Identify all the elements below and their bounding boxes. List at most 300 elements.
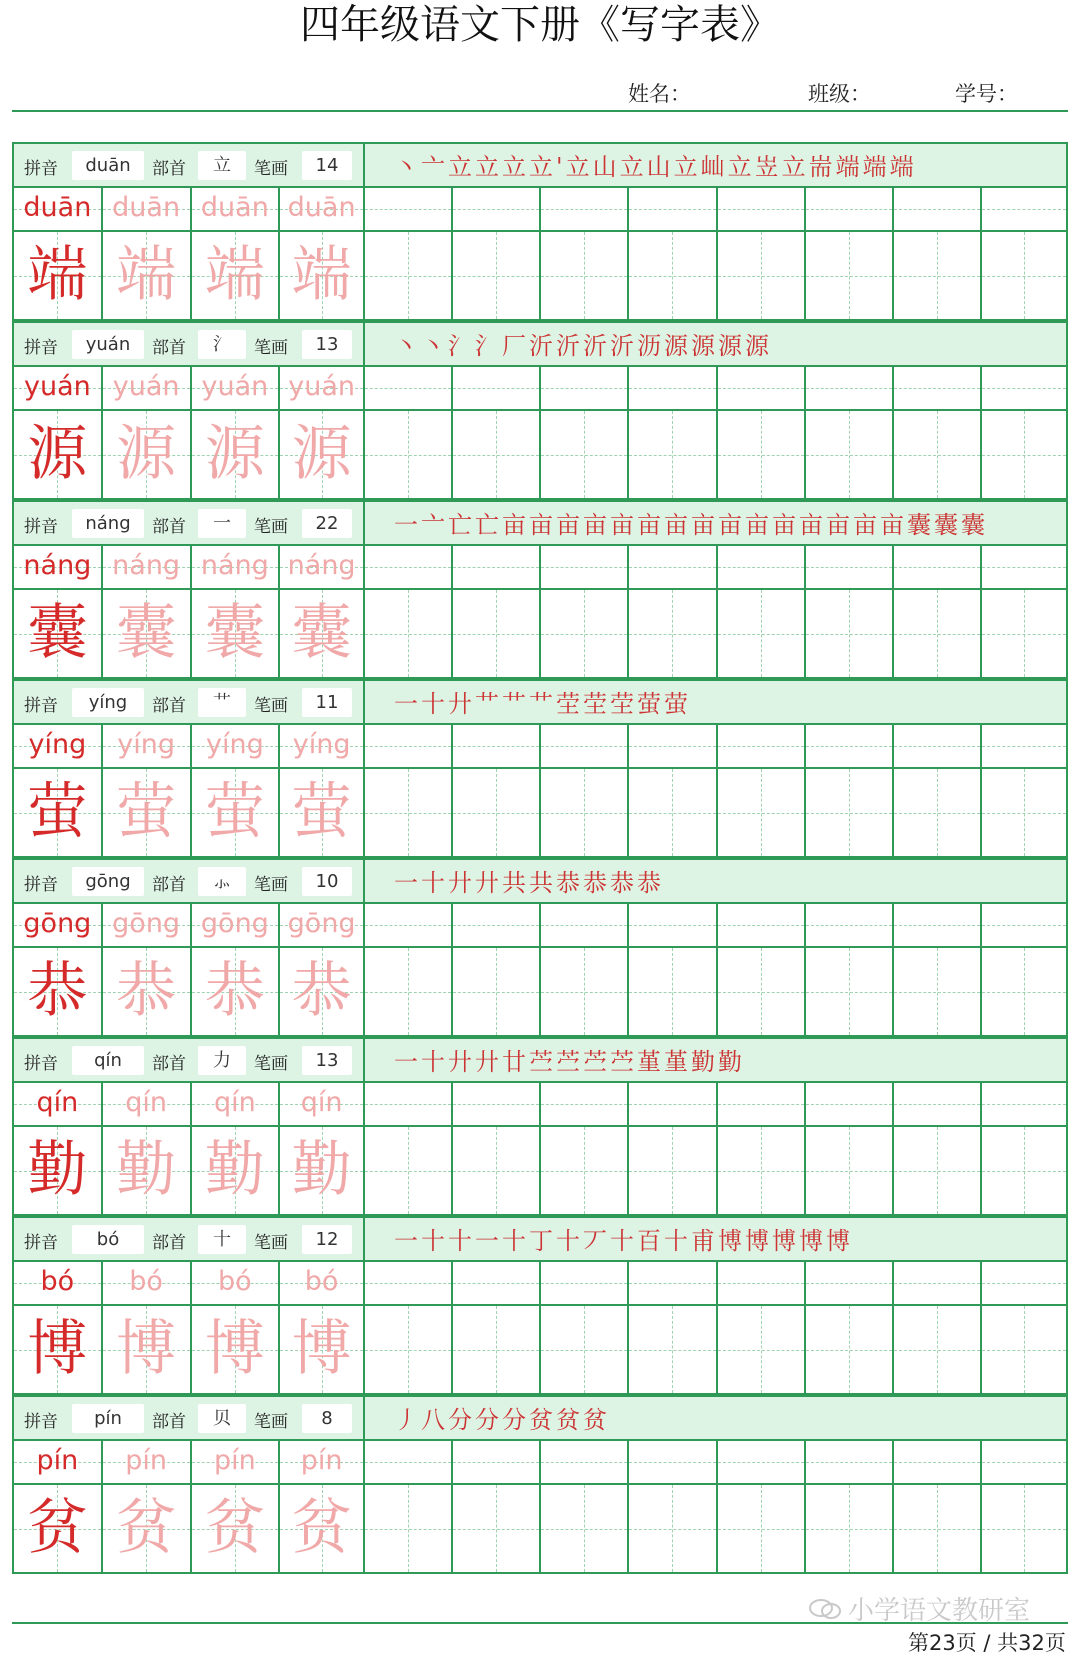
practice-cell[interactable] [627,769,715,858]
practice-cell[interactable] [716,725,804,769]
character-row [12,948,1068,1037]
stroke-step: 勤 [691,1048,718,1076]
practice-cell[interactable] [363,948,451,1037]
radical-label: 部首 [152,1233,186,1253]
pinyin-model: náng [23,550,92,581]
guide-line-horizontal [629,209,715,210]
guide-line-vertical [496,1306,497,1393]
practice-cell[interactable] [627,725,715,769]
guide-line-vertical [584,1306,585,1393]
practice-cell[interactable] [716,367,804,411]
pinyin-sample-cell [278,1083,363,1127]
practice-cell[interactable] [627,232,715,321]
practice-cell[interactable] [892,188,980,232]
practice-cell[interactable] [804,769,892,858]
practice-cell[interactable] [539,232,627,321]
guide-line-horizontal [894,1283,980,1284]
practice-cell[interactable] [363,1127,451,1216]
practice-cell[interactable] [892,1262,980,1306]
character-sample-cell [12,948,101,1037]
practice-cell[interactable] [363,769,451,858]
practice-cell[interactable] [627,1262,715,1306]
practice-cell[interactable] [892,546,980,590]
practice-cell[interactable] [539,188,627,232]
character-row [12,1485,1068,1574]
guide-line-horizontal [453,388,539,389]
practice-cell[interactable] [804,1262,892,1306]
practice-cell[interactable] [892,769,980,858]
guide-line-vertical [1024,948,1025,1035]
header-separator [363,681,365,725]
practice-cell[interactable] [451,1441,539,1485]
practice-cell[interactable] [627,904,715,948]
character-sample-cell [190,590,279,679]
stroke-step: 丶 [421,332,448,360]
practice-cell[interactable] [980,1306,1068,1395]
guide-line-horizontal [718,388,804,389]
practice-cell[interactable] [627,948,715,1037]
character-model: 贫 [27,1493,88,1563]
radical-label: 部首 [152,1412,186,1432]
character-sample-cell [101,1306,190,1395]
stroke-step: 亠 [421,511,448,539]
pinyin-trace: yíng [117,729,175,760]
practice-cell[interactable] [363,188,451,232]
pinyin-row [12,546,1068,590]
practice-cell[interactable] [451,590,539,679]
character-header [12,1037,1068,1083]
guide-line-vertical [496,769,497,856]
practice-cell[interactable] [804,546,892,590]
stroke-step: 一 [394,1048,421,1076]
practice-cell[interactable] [892,1485,980,1574]
character-sample-cell [190,232,279,321]
practice-cell[interactable] [539,904,627,948]
pinyin-sample-cell [101,904,190,948]
character-sample-cell [101,948,190,1037]
practice-cell[interactable] [451,546,539,590]
stroke-step: 苎 [529,1048,556,1076]
practice-cell[interactable] [716,1083,804,1127]
stroke-step: 廾 [475,869,502,897]
guide-line-horizontal [806,209,892,210]
character-model: 博 [27,1314,88,1384]
practice-cell[interactable] [451,232,539,321]
practice-cell[interactable] [539,1441,627,1485]
guide-line-horizontal [894,567,980,568]
character-block [12,1037,1068,1216]
stroke-step: 十丆 [556,1227,610,1255]
stroke-step: 立 [475,153,502,181]
top-divider [12,110,1068,112]
stroke-step: 十 [421,1227,448,1255]
pinyin-trace: náng [112,550,181,581]
character-trace: 萤 [116,777,177,847]
practice-cell[interactable] [980,1127,1068,1216]
practice-cell[interactable] [451,725,539,769]
character-trace: 博 [116,1314,177,1384]
practice-cell[interactable] [980,411,1068,500]
practice-cell[interactable] [451,1262,539,1306]
radical-value: ⺗ [198,867,246,896]
guide-line-vertical [672,411,673,498]
practice-cell[interactable] [627,1083,715,1127]
character-trace: 萤 [204,777,265,847]
character-sample-cell [12,769,101,858]
guide-line-vertical [584,1127,585,1214]
practice-cell[interactable] [539,411,627,500]
guide-line-vertical [849,1485,850,1572]
practice-cell[interactable] [451,1306,539,1395]
practice-cell[interactable] [363,725,451,769]
stroke-step: 丶 [394,332,421,360]
practice-cell[interactable] [804,367,892,411]
character-sample-cell [101,1485,190,1574]
stroke-step: 沂 [610,332,637,360]
practice-cell[interactable] [539,1262,627,1306]
character-header [12,142,1068,188]
practice-cell[interactable] [716,1127,804,1216]
practice-cell[interactable] [892,1127,980,1216]
guide-line-vertical [584,948,585,1035]
guide-line-vertical [849,1127,850,1214]
guide-line-vertical [496,1127,497,1214]
practice-cell[interactable] [451,367,539,411]
practice-cell[interactable] [716,546,804,590]
practice-cell[interactable] [539,1127,627,1216]
practice-cell[interactable] [980,725,1068,769]
practice-cell[interactable] [716,1485,804,1574]
practice-cell[interactable] [539,1485,627,1574]
pinyin-row [12,725,1068,769]
page-title: 四年级语文下册《写字表》 [300,2,780,48]
stroke-order-sequence [394,506,1054,544]
pinyin-row [12,367,1068,411]
practice-cell[interactable] [451,904,539,948]
practice-cell[interactable] [716,769,804,858]
character-block [12,321,1068,500]
character-block [12,1216,1068,1395]
practice-cell[interactable] [627,188,715,232]
practice-cell[interactable] [363,1441,451,1485]
character-header [12,858,1068,904]
character-sample-cell [101,1127,190,1216]
practice-cell[interactable] [980,1485,1068,1574]
pinyin-sample-cell [12,904,101,948]
character-sample-cell [12,590,101,679]
pinyin-sample-cell [190,546,279,590]
practice-cell[interactable] [892,411,980,500]
practice-cell[interactable] [892,232,980,321]
practice-cell[interactable] [892,725,980,769]
stroke-step: 亩 [880,511,907,539]
stroke-step: 源 [691,332,718,360]
practice-cell[interactable] [363,590,451,679]
practice-cell[interactable] [804,904,892,948]
stroke-step: 端 [862,153,890,181]
pinyin-sample-cell [278,367,363,411]
practice-cell[interactable] [363,1306,451,1395]
practice-cell[interactable] [363,367,451,411]
wechat-icon [808,1598,842,1620]
practice-cell[interactable] [716,1262,804,1306]
guide-line-horizontal [806,1283,892,1284]
character-trace: 贫 [116,1493,177,1563]
practice-cell[interactable] [451,948,539,1037]
guide-line-horizontal [453,567,539,568]
practice-cell[interactable] [363,546,451,590]
stroke-step: 博 [826,1227,853,1255]
practice-cell[interactable] [804,1485,892,1574]
guide-line-horizontal [365,746,451,747]
stroke-count-value: 22 [302,509,352,538]
practice-cell[interactable] [892,904,980,948]
stroke-step: 亩 [664,511,691,539]
guide-line-vertical [672,1127,673,1214]
header-separator [363,1039,365,1083]
practice-cell[interactable] [980,367,1068,411]
guide-line-vertical [937,1306,938,1393]
stroke-step: 一 [394,690,421,718]
practice-cell[interactable] [804,232,892,321]
guide-line-vertical [672,1306,673,1393]
practice-cell[interactable] [892,1083,980,1127]
practice-cell[interactable] [716,1306,804,1395]
practice-cell[interactable] [363,411,451,500]
practice-cell[interactable] [980,1083,1068,1127]
stroke-step: 廿 [502,1048,529,1076]
practice-cell[interactable] [892,948,980,1037]
stroke-step: 囊 [934,511,961,539]
character-header [12,500,1068,546]
practice-cell[interactable] [980,546,1068,590]
pinyin-sample-cell [190,904,279,948]
practice-cell[interactable] [716,904,804,948]
pinyin-value: yuán [72,330,144,359]
practice-cell[interactable] [804,188,892,232]
practice-cell[interactable] [716,590,804,679]
pinyin-trace: náng [200,550,269,581]
guide-line-horizontal [541,925,627,926]
stroke-step: 博 [745,1227,772,1255]
stroke-step: 亩 [745,511,772,539]
character-row [12,411,1068,500]
pinyin-sample-cell [12,1262,101,1306]
pinyin-sample-cell [12,188,101,232]
practice-cell[interactable] [627,1127,715,1216]
stroke-step: 萤 [637,690,664,718]
guide-line-horizontal [718,746,804,747]
guide-line-vertical [761,232,762,319]
practice-cell[interactable] [627,546,715,590]
character-trace: 贫 [204,1493,265,1563]
character-header [12,321,1068,367]
stroke-step: 亡 [475,511,502,539]
practice-cell[interactable] [804,590,892,679]
character-trace: 恭 [204,956,265,1026]
practice-cell[interactable] [892,367,980,411]
pinyin-sample-cell [12,367,101,411]
practice-cell[interactable] [980,769,1068,858]
guide-line-vertical [761,590,762,677]
guide-line-horizontal [982,1283,1066,1284]
practice-cell[interactable] [539,769,627,858]
guide-line-vertical [408,232,409,319]
practice-cell[interactable] [451,1127,539,1216]
guide-line-vertical [672,1485,673,1572]
practice-cell[interactable] [980,590,1068,679]
practice-cell[interactable] [627,367,715,411]
character-sample-cell [278,1127,363,1216]
pinyin-model: gōng [23,908,92,939]
pinyin-value: qín [72,1046,144,1075]
name-field-label: 姓名： [628,82,691,106]
practice-cell[interactable] [451,1083,539,1127]
guide-line-horizontal [718,925,804,926]
stroke-step: 苎 [556,1048,583,1076]
stroke-order-sequence [394,327,1054,365]
practice-cell[interactable] [539,1306,627,1395]
practice-cell[interactable] [716,232,804,321]
pinyin-label: 拼音 [24,159,58,179]
pinyin-sample-cell [12,546,101,590]
practice-cell[interactable] [363,1083,451,1127]
character-sample-cell [12,1127,101,1216]
practice-cell[interactable] [363,1485,451,1574]
practice-cell[interactable] [363,232,451,321]
character-sample-cell [101,411,190,500]
guide-line-vertical [849,1306,850,1393]
practice-cell[interactable] [627,1441,715,1485]
stroke-step: 亡 [448,511,475,539]
practice-cell[interactable] [980,232,1068,321]
practice-cell[interactable] [627,1485,715,1574]
practice-cell[interactable] [804,1306,892,1395]
practice-cell[interactable] [627,411,715,500]
character-trace: 源 [116,419,177,489]
practice-cell[interactable] [451,1485,539,1574]
practice-cell[interactable] [892,1441,980,1485]
stroke-order-sequence [394,864,1054,902]
stroke-step: 恭 [583,869,610,897]
stroke-step: 沂 [529,332,556,360]
practice-cell[interactable] [363,904,451,948]
guide-line-vertical [408,769,409,856]
guide-line-vertical [849,769,850,856]
practice-cell[interactable] [539,948,627,1037]
practice-cell[interactable] [892,590,980,679]
guide-line-vertical [761,948,762,1035]
guide-line-vertical [408,1127,409,1214]
pinyin-sample-cell [101,188,190,232]
character-trace: 贫 [291,1493,352,1563]
stroke-step: 丶 [394,153,421,181]
practice-cell[interactable] [804,1441,892,1485]
stroke-count-value: 13 [302,1046,352,1075]
guide-line-vertical [408,411,409,498]
practice-cell[interactable] [539,367,627,411]
practice-cell[interactable] [451,769,539,858]
guide-line-vertical [761,1306,762,1393]
practice-cell[interactable] [804,948,892,1037]
practice-cell[interactable] [539,590,627,679]
practice-cell[interactable] [716,188,804,232]
character-sample-cell [101,769,190,858]
guide-line-horizontal [982,1104,1066,1105]
guide-line-horizontal [453,746,539,747]
practice-cell[interactable] [716,411,804,500]
pinyin-row [12,1441,1068,1485]
guide-line-horizontal [629,388,715,389]
practice-cell[interactable] [627,1306,715,1395]
practice-cell[interactable] [716,1441,804,1485]
stroke-order-sequence [394,148,1054,186]
character-sample-cell [278,1306,363,1395]
stroke-step: 立 [502,153,529,181]
guide-line-horizontal [718,209,804,210]
guide-line-vertical [408,1306,409,1393]
stroke-count-value: 10 [302,867,352,896]
stroke-step: 亩 [637,511,664,539]
practice-cell[interactable] [539,1083,627,1127]
stroke-step: 亩 [853,511,880,539]
guide-line-horizontal [982,925,1066,926]
stroke-step: 苎 [583,1048,610,1076]
radical-value: 氵 [198,330,246,359]
practice-cell[interactable] [539,546,627,590]
pinyin-trace: duān [112,192,181,223]
guide-line-vertical [408,1485,409,1572]
practice-cell[interactable] [804,411,892,500]
practice-cell[interactable] [451,188,539,232]
stroke-count-label: 笔画 [254,338,288,358]
practice-cell[interactable] [892,1306,980,1395]
practice-cell[interactable] [980,1262,1068,1306]
practice-cell[interactable] [980,948,1068,1037]
practice-cell[interactable] [716,948,804,1037]
practice-cell[interactable] [804,725,892,769]
header-separator [363,860,365,904]
stroke-step: 沂 [583,332,610,360]
stroke-step: 亩 [583,511,610,539]
practice-cell[interactable] [363,1262,451,1306]
practice-cell[interactable] [980,904,1068,948]
practice-cell[interactable] [804,1083,892,1127]
pinyin-trace: pín [300,1445,343,1476]
practice-cell[interactable] [980,188,1068,232]
guide-line-vertical [1024,232,1025,319]
guide-line-horizontal [365,209,451,210]
practice-cell[interactable] [980,1441,1068,1485]
stroke-step: 立山 [619,153,674,181]
practice-cell[interactable] [627,590,715,679]
practice-cell[interactable] [804,1127,892,1216]
stroke-step: 廾 [448,1048,475,1076]
pinyin-trace: duān [287,192,356,223]
guide-line-horizontal [453,209,539,210]
guide-line-horizontal [453,1104,539,1105]
guide-line-horizontal [629,1104,715,1105]
pinyin-row [12,904,1068,948]
stroke-order-sequence [394,1043,1054,1081]
practice-cell[interactable] [451,411,539,500]
practice-cell[interactable] [539,725,627,769]
stroke-step: 分 [475,1406,502,1434]
character-block [12,1395,1068,1574]
guide-line-horizontal [806,567,892,568]
guide-line-vertical [937,411,938,498]
stroke-order-sequence [394,1401,1054,1439]
